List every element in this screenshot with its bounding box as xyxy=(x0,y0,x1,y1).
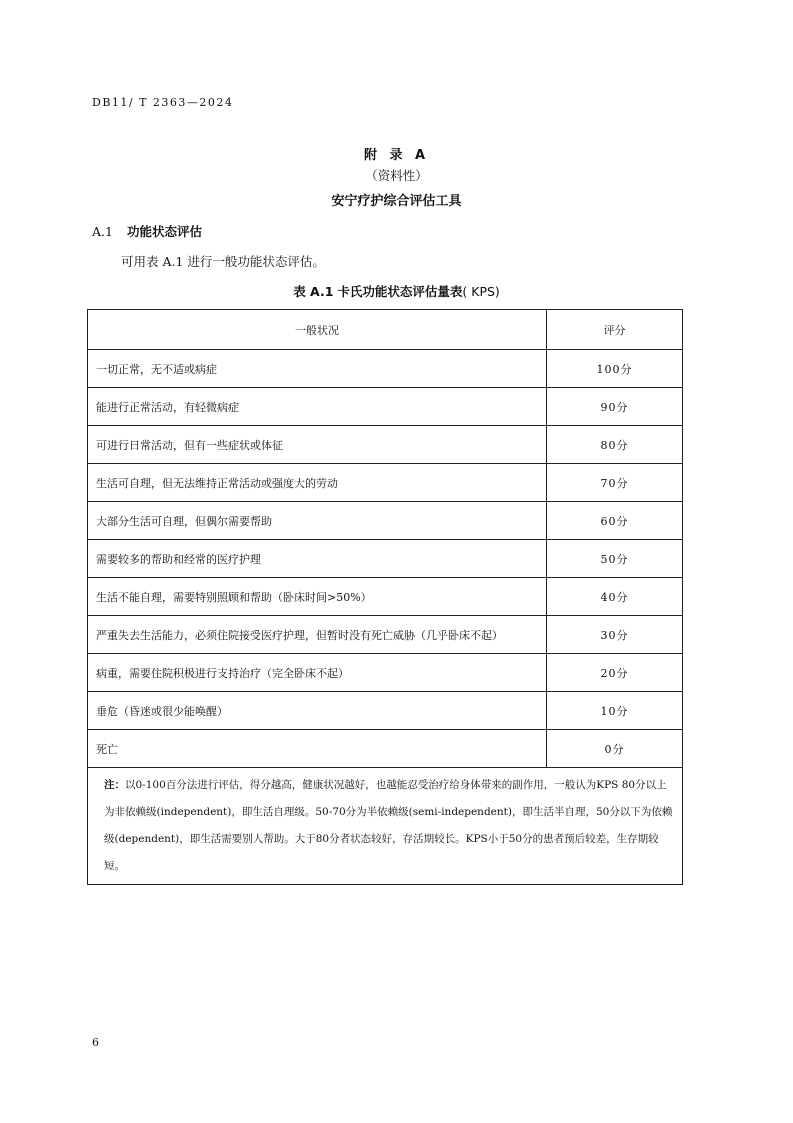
table-row xyxy=(88,540,683,578)
page-number: 6 xyxy=(92,1036,99,1049)
score-cell: 0分 xyxy=(547,730,683,768)
note-label: 注： xyxy=(104,779,125,791)
note-text: 以0-100百分法进行评估，得分越高，健康状况越好，也越能忍受治疗给身体带来的副作用，一般认为KPS 80分以上为非依赖级(independent)，即生活自理级。50-70分为半依赖级(semi-independent)，即生活半自理，50分以下为依赖级(dependent)，即生活需要别人帮助。大于80分者状态较好，存活期较长。KPS小于50分的患者预后较差，生存期较短。 xyxy=(104,779,673,872)
table-row xyxy=(88,654,683,692)
table-row xyxy=(88,578,683,616)
status-cell: 一切正常，无不适或病症 xyxy=(88,350,547,388)
table-row xyxy=(88,692,683,730)
status-cell: 垂危（昏迷或很少能唤醒） xyxy=(88,692,547,730)
status-cell: 大部分生活可自理，但偶尔需要帮助 xyxy=(88,502,547,540)
table-row xyxy=(88,730,683,768)
appendix-title: 附 录 A xyxy=(363,148,430,163)
table-note xyxy=(88,768,683,885)
score-cell: 40分 xyxy=(547,578,683,616)
appendix-name: 安宁疗护综合评估工具 xyxy=(331,194,462,209)
table-caption-label: 表 A.1 xyxy=(293,284,334,299)
table-row xyxy=(88,350,683,388)
section-number: A.1 xyxy=(92,224,113,239)
header-status: 一般状况 xyxy=(88,310,547,350)
score-cell: 30分 xyxy=(547,616,683,654)
status-cell: 病重，需要住院积极进行支持治疗（完全卧床不起） xyxy=(88,654,547,692)
table-caption-abbr: ( KPS) xyxy=(462,284,500,299)
table-header-row xyxy=(88,310,683,350)
score-cell: 90分 xyxy=(547,388,683,426)
status-cell: 生活不能自理，需要特别照顾和帮助（卧床时间>50%） xyxy=(88,578,547,616)
score-cell: 50分 xyxy=(547,540,683,578)
table-note-row xyxy=(88,768,683,885)
section-heading xyxy=(92,222,202,240)
document-code: DB11/ T 2363—2024 xyxy=(92,96,234,109)
table-row xyxy=(88,426,683,464)
section-title: 功能状态评估 xyxy=(126,224,202,239)
table-row xyxy=(88,616,683,654)
status-cell: 可进行日常活动，但有一些症状或体征 xyxy=(88,426,547,464)
header-score: 评分 xyxy=(547,310,683,350)
table-caption xyxy=(0,282,793,300)
status-cell: 严重失去生活能力，必须住院接受医疗护理，但暂时没有死亡威胁（几乎卧床不起） xyxy=(88,616,547,654)
intro-paragraph: 可用表 A.1 进行一般功能状态评估。 xyxy=(121,254,325,269)
table-caption-title: 卡氏功能状态评估量表 xyxy=(337,284,463,299)
score-cell: 60分 xyxy=(547,502,683,540)
table-row xyxy=(88,388,683,426)
status-cell: 需要较多的帮助和经常的医疗护理 xyxy=(88,540,547,578)
table-row xyxy=(88,464,683,502)
status-cell: 能进行正常活动，有轻微病症 xyxy=(88,388,547,426)
score-cell: 10分 xyxy=(547,692,683,730)
status-cell: 死亡 xyxy=(88,730,547,768)
score-cell: 70分 xyxy=(547,464,683,502)
kps-table xyxy=(87,309,683,885)
score-cell: 20分 xyxy=(547,654,683,692)
score-cell: 80分 xyxy=(547,426,683,464)
appendix-subtitle: （资料性） xyxy=(365,168,428,183)
table-row xyxy=(88,502,683,540)
score-cell: 100分 xyxy=(547,350,683,388)
status-cell: 生活可自理，但无法维持正常活动或强度大的劳动 xyxy=(88,464,547,502)
